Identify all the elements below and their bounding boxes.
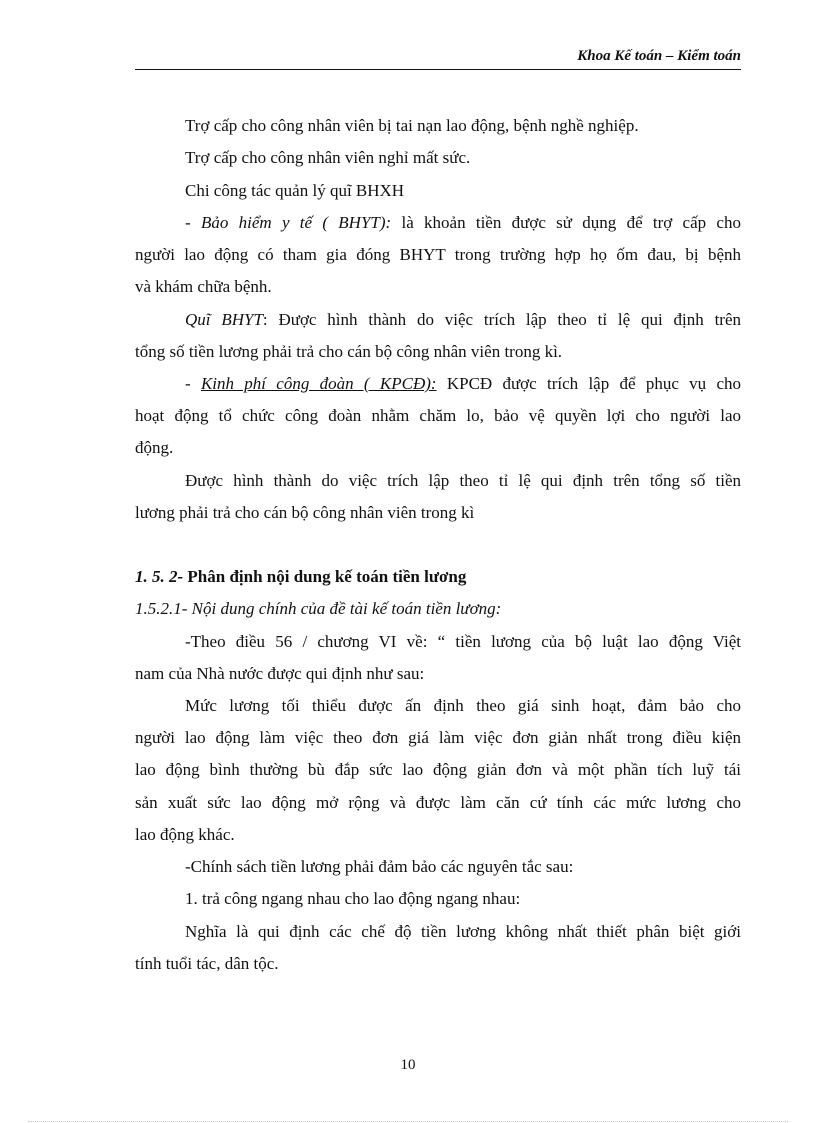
section-number: 1. 5. 2- — [135, 567, 184, 586]
paragraph-line: lao động bình thường bù đắp sức lao động giản đơn và một phần tích luỹ tái — [135, 760, 741, 779]
term-bhyt: Bảo hiểm y tế ( BHYT): — [200, 213, 392, 232]
term-kpcd: Kinh phí công đoàn ( KPCĐ): — [200, 374, 437, 393]
header-divider — [135, 69, 741, 70]
definition-text: là khoản tiền được sử dụng để trợ cấp cho — [391, 213, 741, 232]
page-header: Khoa Kế toán – Kiểm toán — [577, 48, 741, 64]
paragraph-line: người lao động làm việc theo đơn giá làm việc đơn giản nhất trong điều kiện — [135, 728, 741, 747]
paragraph-line: và khám chữa bệnh. — [135, 277, 272, 296]
page-number: 10 — [400, 1057, 416, 1073]
paragraph-line: động. — [135, 438, 174, 457]
list-dash: - — [185, 374, 201, 393]
paragraph-line: -Theo điều 56 / chương VI về: “ tiền lương của bộ luật lao động Việt — [185, 632, 741, 651]
paragraph-line: Trợ cấp cho công nhân viên nghỉ mất sức. — [185, 148, 471, 167]
paragraph-line: Trợ cấp cho công nhân viên bị tai nạn lao động, bệnh nghề nghiệp. — [185, 116, 639, 135]
paragraph-line: Mức lương tối thiểu được ấn định theo giá sinh hoạt, đảm bảo cho — [185, 696, 741, 715]
paragraph-line: lương phải trả cho cán bộ công nhân viên trong kì — [135, 503, 475, 522]
section-heading — [135, 567, 741, 587]
paragraph-line: nam của Nhà nước được qui định như sau: — [135, 664, 425, 683]
paragraph-line: tổng số tiền lương phải trả cho cán bộ công nhân viên trong kì. — [135, 342, 563, 361]
paragraph-line: 1. trả công ngang nhau cho lao động ngang nhau: — [185, 889, 521, 908]
definition-text: KPCĐ được trích lập để phục vụ cho — [436, 374, 741, 393]
paragraph-line: người lao động có tham gia đóng BHYT trong trường hợp họ ốm đau, bị bệnh — [135, 245, 741, 264]
paragraph-line: hoạt động tổ chức công đoàn nhằm chăm lo, bảo vệ quyền lợi cho người lao — [135, 406, 741, 425]
subsection-heading: 1.5.2.1- Nội dung chính của đề tài kế toán tiền lương: — [135, 599, 502, 618]
paragraph-line: -Chính sách tiền lương phải đảm bảo các nguyên tắc sau: — [185, 857, 574, 876]
definition-text: : Được hình thành do việc trích lập theo tỉ lệ qui định trên — [262, 310, 741, 329]
paragraph-line: Nghĩa là qui định các chế độ tiền lương không nhất thiết phân biệt giới — [185, 922, 741, 941]
term-quy-bhyt: Quĩ BHYT — [185, 310, 263, 329]
paragraph-line: lao động khác. — [135, 825, 235, 844]
paragraph-line: tính tuổi tác, dân tộc. — [135, 954, 279, 973]
page-bottom-edge — [28, 1121, 788, 1122]
paragraph-line-kpcd — [185, 374, 741, 394]
paragraph-line: Chi công tác quản lý quĩ BHXH — [185, 181, 405, 200]
paragraph-line: sản xuất sức lao động mở rộng và được làm căn cứ tính các mức lương cho — [135, 793, 741, 812]
list-dash: - — [185, 213, 201, 232]
section-title: Phân định nội dung kế toán tiền lương — [183, 567, 467, 586]
paragraph-line-quy-bhyt — [185, 310, 741, 330]
paragraph-line-bhyt — [185, 213, 741, 233]
paragraph-line: Được hình thành do việc trích lập theo tỉ lệ qui định trên tổng số tiền — [185, 471, 741, 490]
